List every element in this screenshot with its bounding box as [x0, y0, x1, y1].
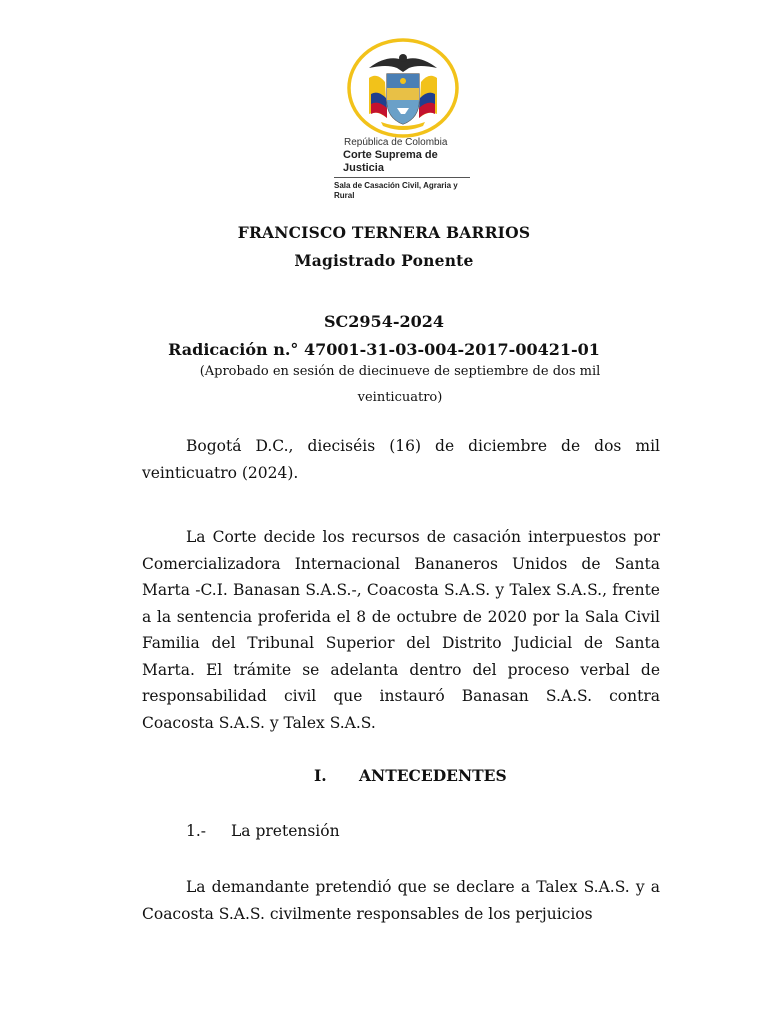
subsection-title: La pretensión [231, 822, 340, 840]
main-paragraph [142, 524, 660, 736]
court-name: Corte Suprema de Justicia [343, 149, 438, 174]
shield-icon [387, 74, 419, 124]
approval-line-1: (Aprobado en sesión de diecinueve de septiembre de dos mil [199, 364, 601, 379]
republic-label: República de Colombia [344, 137, 448, 148]
section-title: ANTECEDENTES [359, 766, 507, 785]
section-number: I. [314, 766, 327, 785]
decision-ids [0, 308, 768, 364]
chamber-name: Sala de Casación Civil, Agraria y Rural [334, 181, 458, 200]
claim-text: La demandante pretendió que se declare a Talex S.A.S. y a Coacosta S.A.S. civilmente responsables de los perjuicios [142, 878, 660, 923]
colombia-coat-of-arms-logo [347, 38, 459, 138]
subsection-heading [186, 822, 340, 840]
approval-line-2: veinticuatro) [357, 390, 443, 405]
magistrate-role: Magistrado Ponente [294, 251, 474, 270]
magistrate-block [0, 219, 768, 275]
radication-number: Radicación n.° 47001-31-03-004-2017-00421-01 [168, 340, 600, 359]
subsection-number: 1.- [186, 822, 207, 840]
institution-block [334, 137, 474, 201]
condor-icon [369, 54, 437, 72]
decision-code: SC2954-2024 [324, 312, 444, 331]
date-paragraph [142, 433, 660, 486]
claim-paragraph [142, 874, 660, 927]
magistrate-name: FRANCISCO TERNERA BARRIOS [237, 223, 531, 242]
divider [334, 177, 470, 178]
date-text: Bogotá D.C., dieciséis (16) de diciembre de dos mil veinticuatro (2024). [142, 437, 660, 482]
approval-note [150, 359, 650, 411]
main-text: La Corte decide los recursos de casación interpuestos por Comercializadora Internacional Bananeros Unidos de Santa Marta -C.I. Banasan S.A.S.-, Coacosta S.A.S. y Talex S.A.S., frente a la sentencia proferida el 8 de octubre de 2020 por la Sala Civil Familia del Tribunal Superior del Distrito Judicial de Santa Marta. El trámite se adelanta dentro del proceso verbal de responsabilidad civil que instauró Banasan S.A.S. contra Coacosta S.A.S. y Talex S.A.S. [142, 528, 660, 732]
